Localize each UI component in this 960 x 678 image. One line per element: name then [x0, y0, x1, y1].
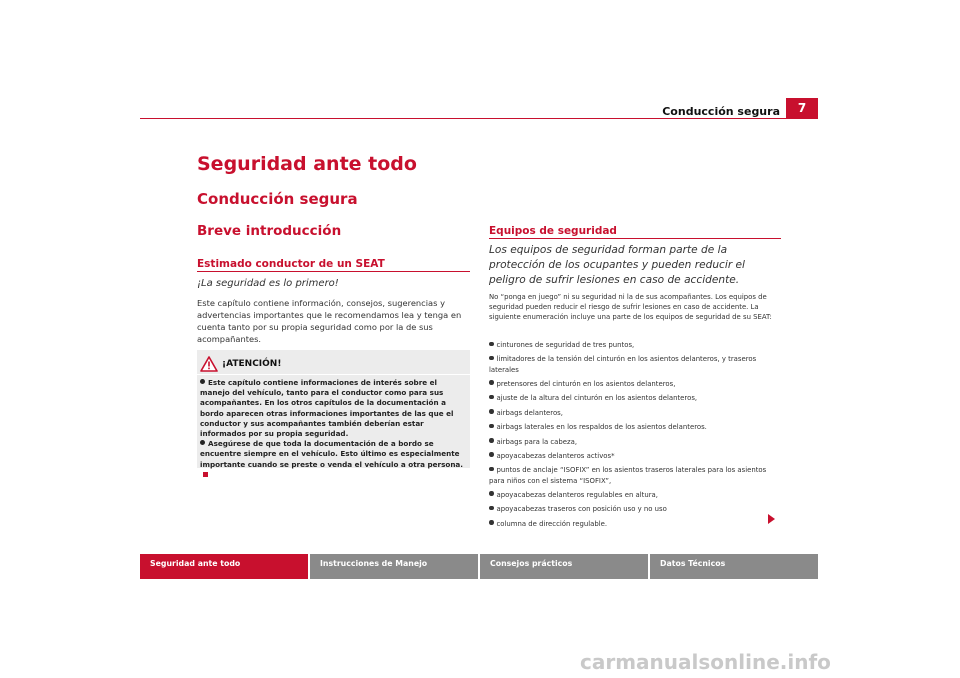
- warning-box: [197, 350, 470, 468]
- bullet-icon: [489, 520, 494, 525]
- running-header-title: Conducción segura: [662, 105, 780, 118]
- nav-tab-datos[interactable]: Datos Técnicos: [650, 554, 818, 579]
- right-lead-text: Los equipos de seguridad forman parte de la protección de los ocupantes y pueden reducir el peligro de sufrir lesiones en caso de accidente.: [489, 244, 745, 286]
- list-item: pretensores del cinturón en los asientos delanteros,: [489, 379, 781, 389]
- right-body-text: No “ponga en juego” ni su seguridad ni la de sus acompañantes. Los equipos de seguridad pueden reducir el riesgo de sufrir lesiones en caso de accidente. La siguiente enumeración incluye una parte de los equipos de seguridad de su SEAT:: [489, 293, 772, 322]
- list-item: airbags delanteros,: [489, 408, 781, 418]
- nav-tab-instrucciones[interactable]: Instrucciones de Manejo: [310, 554, 478, 579]
- warning-item: Este capítulo contiene informaciones de interés sobre el manejo del vehículo, tanto para el conductor como para sus acompañantes. En los otros capítulos de la documentación a bordo aparecen otras informaciones importantes de las que el conductor y sus acompañantes también deberían estar informados por su propia seguridad.: [200, 378, 454, 439]
- left-section-title: Estimado conductor de un SEAT: [197, 258, 385, 270]
- section-heading: Breve introducción: [197, 223, 342, 239]
- warning-title: ¡ATENCIÓN!: [222, 359, 282, 369]
- list-item: limitadores de la tensión del cinturón en los asientos delanteros, y traseros laterales: [489, 355, 757, 374]
- warning-list: [200, 378, 468, 480]
- warning-divider: [197, 374, 470, 375]
- next-page-arrow-icon[interactable]: [768, 514, 775, 524]
- watermark-text: carmanualsonline.info: [580, 650, 831, 674]
- nav-tab-seguridad[interactable]: Seguridad ante todo: [140, 554, 308, 579]
- left-lead-text: ¡La seguridad es lo primero!: [197, 278, 339, 289]
- bullet-icon: [489, 424, 494, 429]
- right-section-title: Equipos de seguridad: [489, 225, 617, 237]
- warning-triangle-icon: [200, 356, 218, 372]
- left-body-text: Este capítulo contiene información, consejos, sugerencias y advertencias importantes que le recomendamos lea y tenga en cuenta tanto por su propia seguridad como por la de sus acompañantes.: [197, 298, 462, 344]
- list-item: apoyacabezas delanteros activos*: [489, 451, 781, 461]
- list-item: puntos de anclaje “ISOFIX” en los asientos traseros laterales para los asientos para niños con el sistema “ISOFIX”,: [489, 466, 767, 485]
- bullet-icon: [200, 440, 205, 445]
- list-item: ajuste de la altura del cinturón en los asientos delanteros,: [489, 393, 781, 403]
- warning-item: Asegúrese de que toda la documentación de a bordo se encuentre siempre en el vehículo. Esto último es especialmente importante cuando se preste o venda el vehículo a otra persona.: [200, 439, 468, 480]
- bullet-icon: [200, 379, 205, 384]
- bullet-icon: [489, 506, 494, 511]
- chapter-title: Seguridad ante todo: [197, 153, 417, 175]
- list-item: apoyacabezas delanteros regulables en altura,: [489, 490, 781, 500]
- bullet-icon: [489, 452, 494, 457]
- bullet-icon: [489, 467, 494, 472]
- list-item: airbags para la cabeza,: [489, 437, 781, 447]
- end-of-section-icon: [203, 472, 208, 477]
- chapter-subtitle: Conducción segura: [197, 190, 358, 208]
- bullet-icon: [489, 438, 494, 443]
- bullet-icon: [489, 380, 494, 385]
- bullet-icon: [489, 491, 494, 496]
- list-item: columna de dirección regulable.: [489, 519, 781, 529]
- list-item: airbags laterales en los respaldos de los asientos delanteros.: [489, 422, 781, 432]
- chapter-nav-bar: [140, 554, 818, 579]
- bullet-icon: [489, 356, 494, 361]
- nav-tab-consejos[interactable]: Consejos prácticos: [480, 554, 648, 579]
- list-item: cinturones de seguridad de tres puntos,: [489, 340, 781, 350]
- bullet-icon: [489, 395, 494, 400]
- left-section-rule: [197, 271, 470, 272]
- warning-header: [197, 354, 470, 374]
- header-rule: [140, 118, 818, 119]
- page-number: 7: [786, 98, 818, 119]
- right-section-rule: [489, 238, 781, 239]
- list-item: apoyacabezas traseros con posición uso y no uso: [489, 504, 781, 514]
- bullet-icon: [489, 342, 494, 347]
- bullet-icon: [489, 409, 494, 414]
- safety-equipment-list: [489, 340, 781, 533]
